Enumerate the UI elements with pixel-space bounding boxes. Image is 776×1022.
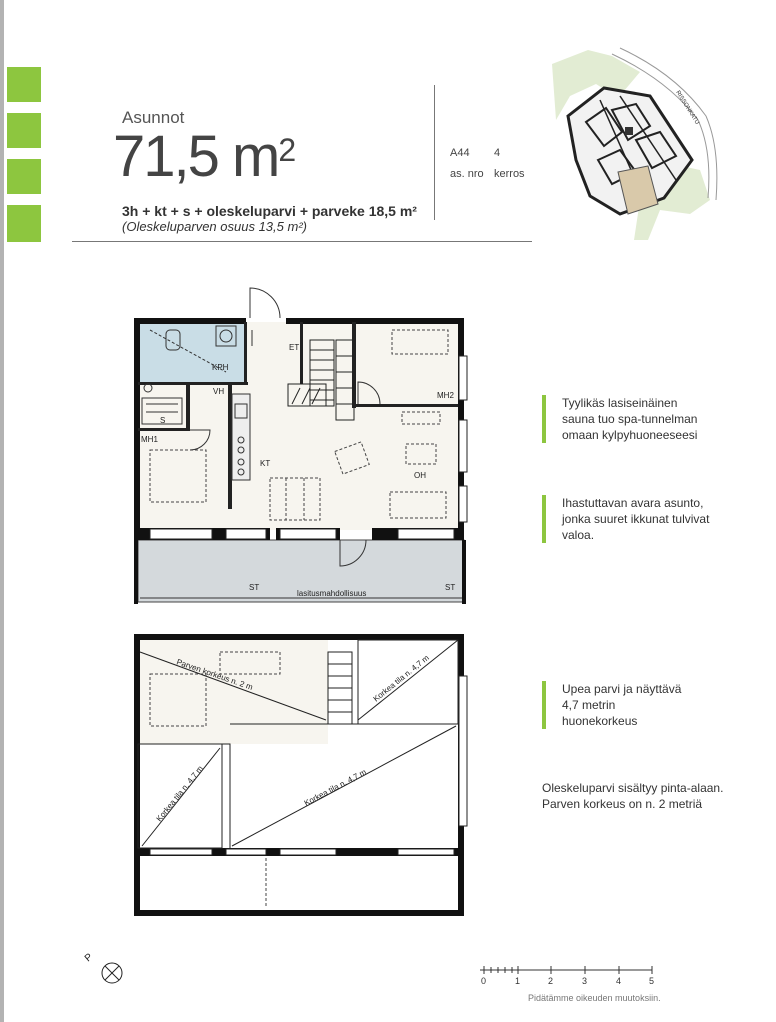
balcony-glazing-label: lasitusmahdollisuus	[297, 589, 367, 598]
floor-label: kerros	[494, 168, 525, 180]
floor-number: 4	[494, 147, 501, 159]
scale-tick-2: 2	[548, 976, 554, 986]
site-map-street-label: RISSONKATU	[674, 89, 700, 126]
description-windows: Ihastuttavan avara asunto, jonka suuret ikkunat tulvivat valoa.	[542, 495, 712, 543]
loft-info-line-1: Oleskeluparvi sisältyy pinta-alaan.	[542, 781, 724, 795]
scale-tick-3: 3	[582, 976, 588, 986]
room-label-mh2: MH2	[437, 391, 454, 400]
room-label-et: ET	[289, 343, 300, 352]
room-label-vh: VH	[213, 387, 225, 396]
area-unit-superscript: 2	[278, 132, 297, 168]
room-label-st-right: ST	[445, 583, 456, 592]
page-title: Asunnot	[122, 108, 185, 127]
scale-tick-5: 5	[649, 976, 655, 986]
scale-tick-0: 0	[481, 976, 487, 986]
compass-north-label: P	[82, 951, 96, 965]
room-label-oh: OH	[414, 471, 426, 480]
high-space-label-b: Korkea tila n. 4,7 m	[154, 764, 205, 824]
room-summary: 3h + kt + s + oleskeluparvi + parveke 18,5 m²	[122, 203, 417, 219]
high-space-label-c: Korkea tila n. 4,7 m	[302, 767, 368, 808]
room-label-mh1: MH1	[141, 435, 158, 444]
scale-tick-1: 1	[515, 976, 521, 986]
high-space-label-a: Korkea tila n. 4,7 m	[371, 653, 431, 704]
apartment-number-label: as. nro	[450, 168, 484, 180]
loft-height-label: Parven korkeus n. 2 m	[175, 657, 254, 692]
apartment-number: A44	[450, 147, 470, 159]
room-label-s: S	[160, 416, 166, 425]
area-value: 71,5 m	[113, 124, 279, 189]
disclaimer: Pidätämme oikeuden muutoksiin.	[528, 993, 661, 1003]
room-label-kph: KPH	[212, 363, 229, 372]
room-label-kt: KT	[260, 459, 271, 468]
loft-info-line-2: Parven korkeus on n. 2 metriä	[542, 797, 703, 811]
description-sauna: Tyylikäs lasiseinäinen sauna tuo spa-tunnelman omaan kylpyhuoneeseesi	[542, 395, 712, 443]
scale-tick-4: 4	[616, 976, 622, 986]
description-loft: Upea parvi ja näyttävä 4,7 metrin huonekorkeus	[542, 681, 692, 729]
room-label-st-left: ST	[249, 583, 260, 592]
loft-area-note: (Oleskeluparven osuus 13,5 m²)	[122, 219, 307, 234]
